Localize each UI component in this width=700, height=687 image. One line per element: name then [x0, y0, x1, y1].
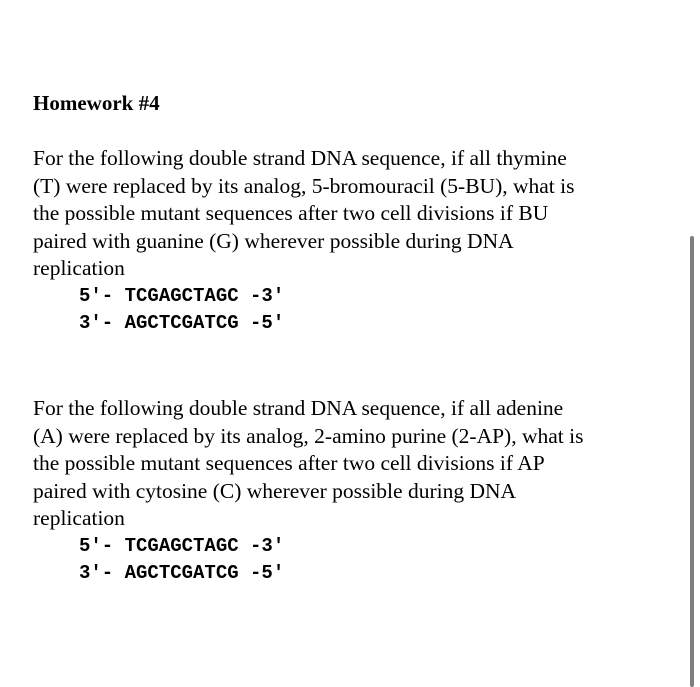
- question-1-line: replication: [33, 256, 125, 280]
- homework-title: Homework #4: [33, 91, 160, 115]
- question-2-strand-bottom: 3′- AGCTCGATCG -5′: [79, 562, 285, 584]
- question-2-line: paired with cytosine (C) wherever possible during DNA: [33, 478, 517, 503]
- question-1-line: For the following double strand DNA sequence, if all thymine: [33, 146, 567, 170]
- question-1-line: paired with guanine (G) wherever possible during DNA: [33, 228, 514, 253]
- question-2-line: the possible mutant sequences after two cell divisions if AP: [33, 451, 545, 475]
- question-1-line: the possible mutant sequences after two cell divisions if BU: [33, 201, 549, 225]
- question-2-strand-top: 5′- TCGAGCTAGC -3′: [79, 534, 285, 557]
- question-1-strand-top: 5′- TCGAGCTAGC -3′: [79, 284, 285, 307]
- question-1: [33, 145, 673, 338]
- question-2: [33, 395, 673, 588]
- vertical-scrollbar[interactable]: [690, 236, 694, 687]
- question-2-line: For the following double strand DNA sequence, if all adenine: [33, 396, 564, 420]
- question-2-line: replication: [33, 506, 125, 530]
- question-1-line: (T) were replaced by its analog, 5-bromouracil (5-BU), what is: [33, 173, 575, 198]
- question-1-strand-bottom: 3′- AGCTCGATCG -5′: [79, 312, 285, 334]
- question-2-line: (A) were replaced by its analog, 2-amino purine (2-AP), what is: [33, 423, 584, 448]
